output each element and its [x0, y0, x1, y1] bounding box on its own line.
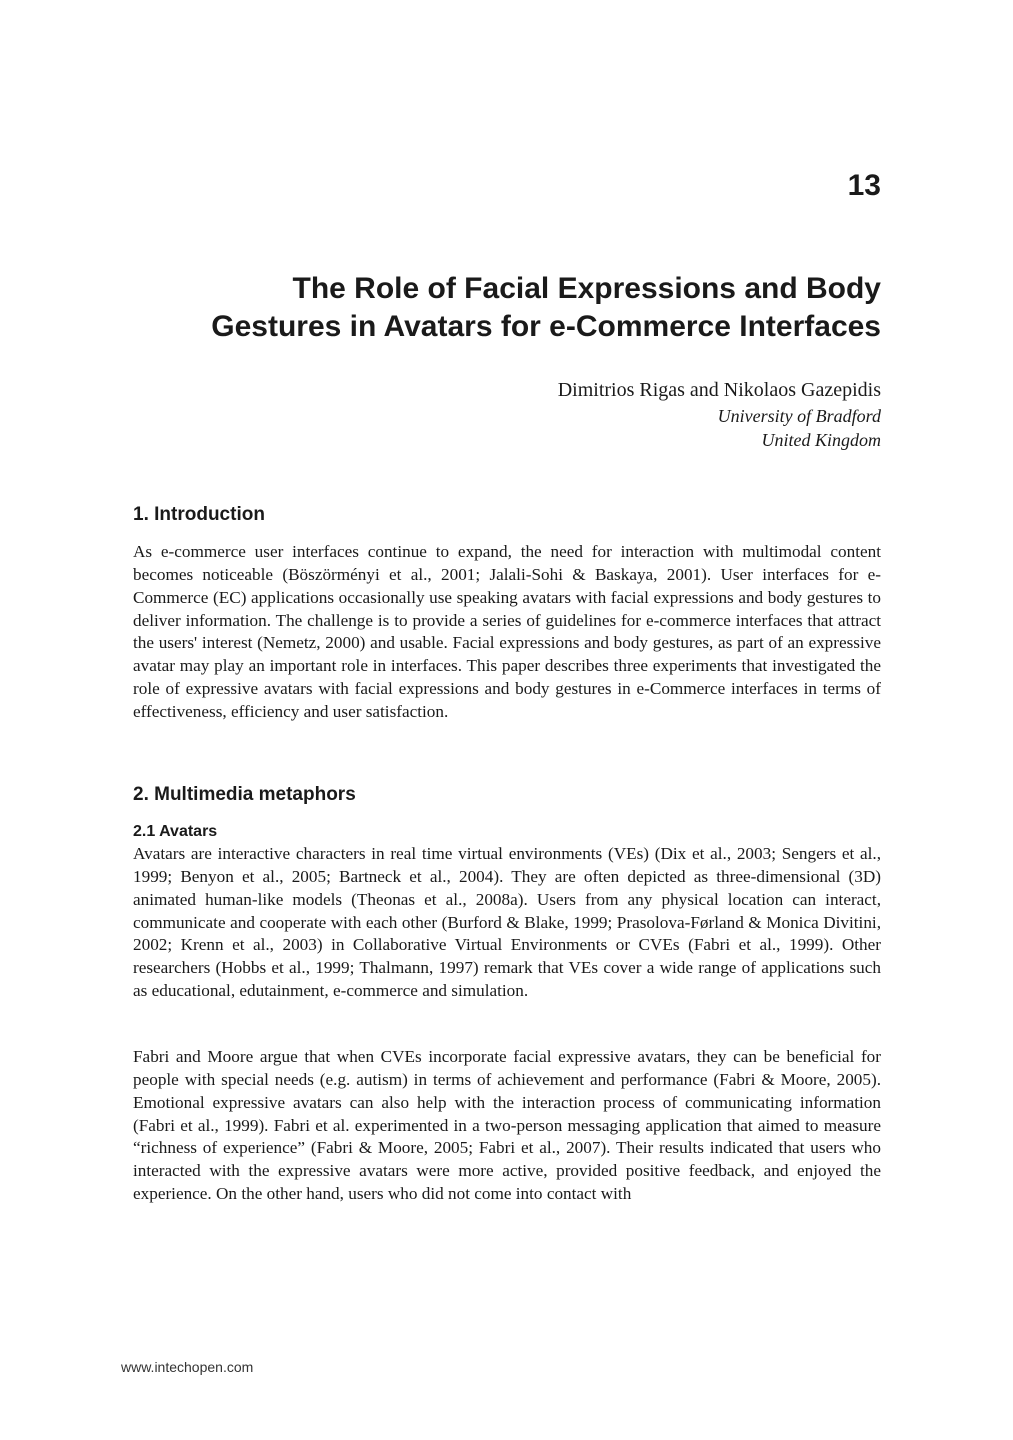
avatars-paragraph-2: Fabri and Moore argue that when CVEs incorporate facial expressive avatars, they can be beneficial for people with special needs (e.g. autism) in terms of achievement and performance (Fabri & Moore, 2005). Emotional expressive avatars can also help with the interaction process of communicating information (Fabri et al., 1999). Fabri et al. experimented in a two-person messaging application that aimed to measure “richness of experience” (Fabri & Moore, 2005; Fabri et al., 2007). Their results indicated that users who interacted with the expressive avatars were more active, provided positive feedback, and enjoyed the experience. On the other hand, users who did not come into contact with	[133, 1047, 881, 1204]
chapter-title-line-1: The Role of Facial Expressions and Body	[292, 272, 881, 305]
chapter-number: 13	[847, 169, 881, 202]
author-names: Dimitrios Rigas and Nikolaos Gazepidis	[557, 379, 881, 401]
footer-url: www.intechopen.com	[121, 1359, 254, 1375]
section-heading-introduction: 1. Introduction	[133, 504, 265, 525]
author-affiliation: University of Bradford	[717, 406, 881, 426]
introduction-paragraph: As e-commerce user interfaces continue to expand, the need for interaction with multimodal content becomes noticeable (Böszörményi et al., 2001; Jalali-Sohi & Baskaya, 2001). User interfaces for e-Commerce (EC) applications occasionally use speaking avatars with facial expressions and body gestures to deliver information. The challenge is to provide a series of guidelines for e-commerce interfaces that attract the users' interest (Nemetz, 2000) and usable. Facial expressions and body gestures, as part of an expressive avatar may play an important role in interfaces. This paper describes three experiments that investigated the role of expressive avatars with facial expressions and body gestures in e-Commerce interfaces in terms of effectiveness, efficiency and user satisfaction.	[133, 542, 881, 721]
avatars-paragraph-1: Avatars are interactive characters in real time virtual environments (VEs) (Dix et al., 2003; Sengers et al., 1999; Benyon et al., 2005; Bartneck et al., 2004). They are often depicted as three-dimensional (3D) animated human-like models (Theonas et al., 2008a). Users from any physical location can interact, communicate and cooperate with each other (Burford & Blake, 1999; Prasolova-Førland & Monica Divitini, 2002; Krenn et al., 2003) in Collaborative Virtual Environments or CVEs (Fabri et al., 1999). Other researchers (Hobbs et al., 1999; Thalmann, 1997) remark that VEs cover a wide range of applications such as educational, edutainment, e-commerce and simulation.	[133, 844, 881, 1001]
chapter-title-line-2: Gestures in Avatars for e-Commerce Interfaces	[211, 310, 881, 343]
subsection-heading-avatars: 2.1 Avatars	[133, 823, 218, 840]
section-heading-multimedia-metaphors: 2. Multimedia metaphors	[133, 784, 356, 805]
chapter-title	[133, 270, 881, 346]
author-country: United Kingdom	[761, 430, 881, 450]
author-block	[558, 376, 881, 452]
